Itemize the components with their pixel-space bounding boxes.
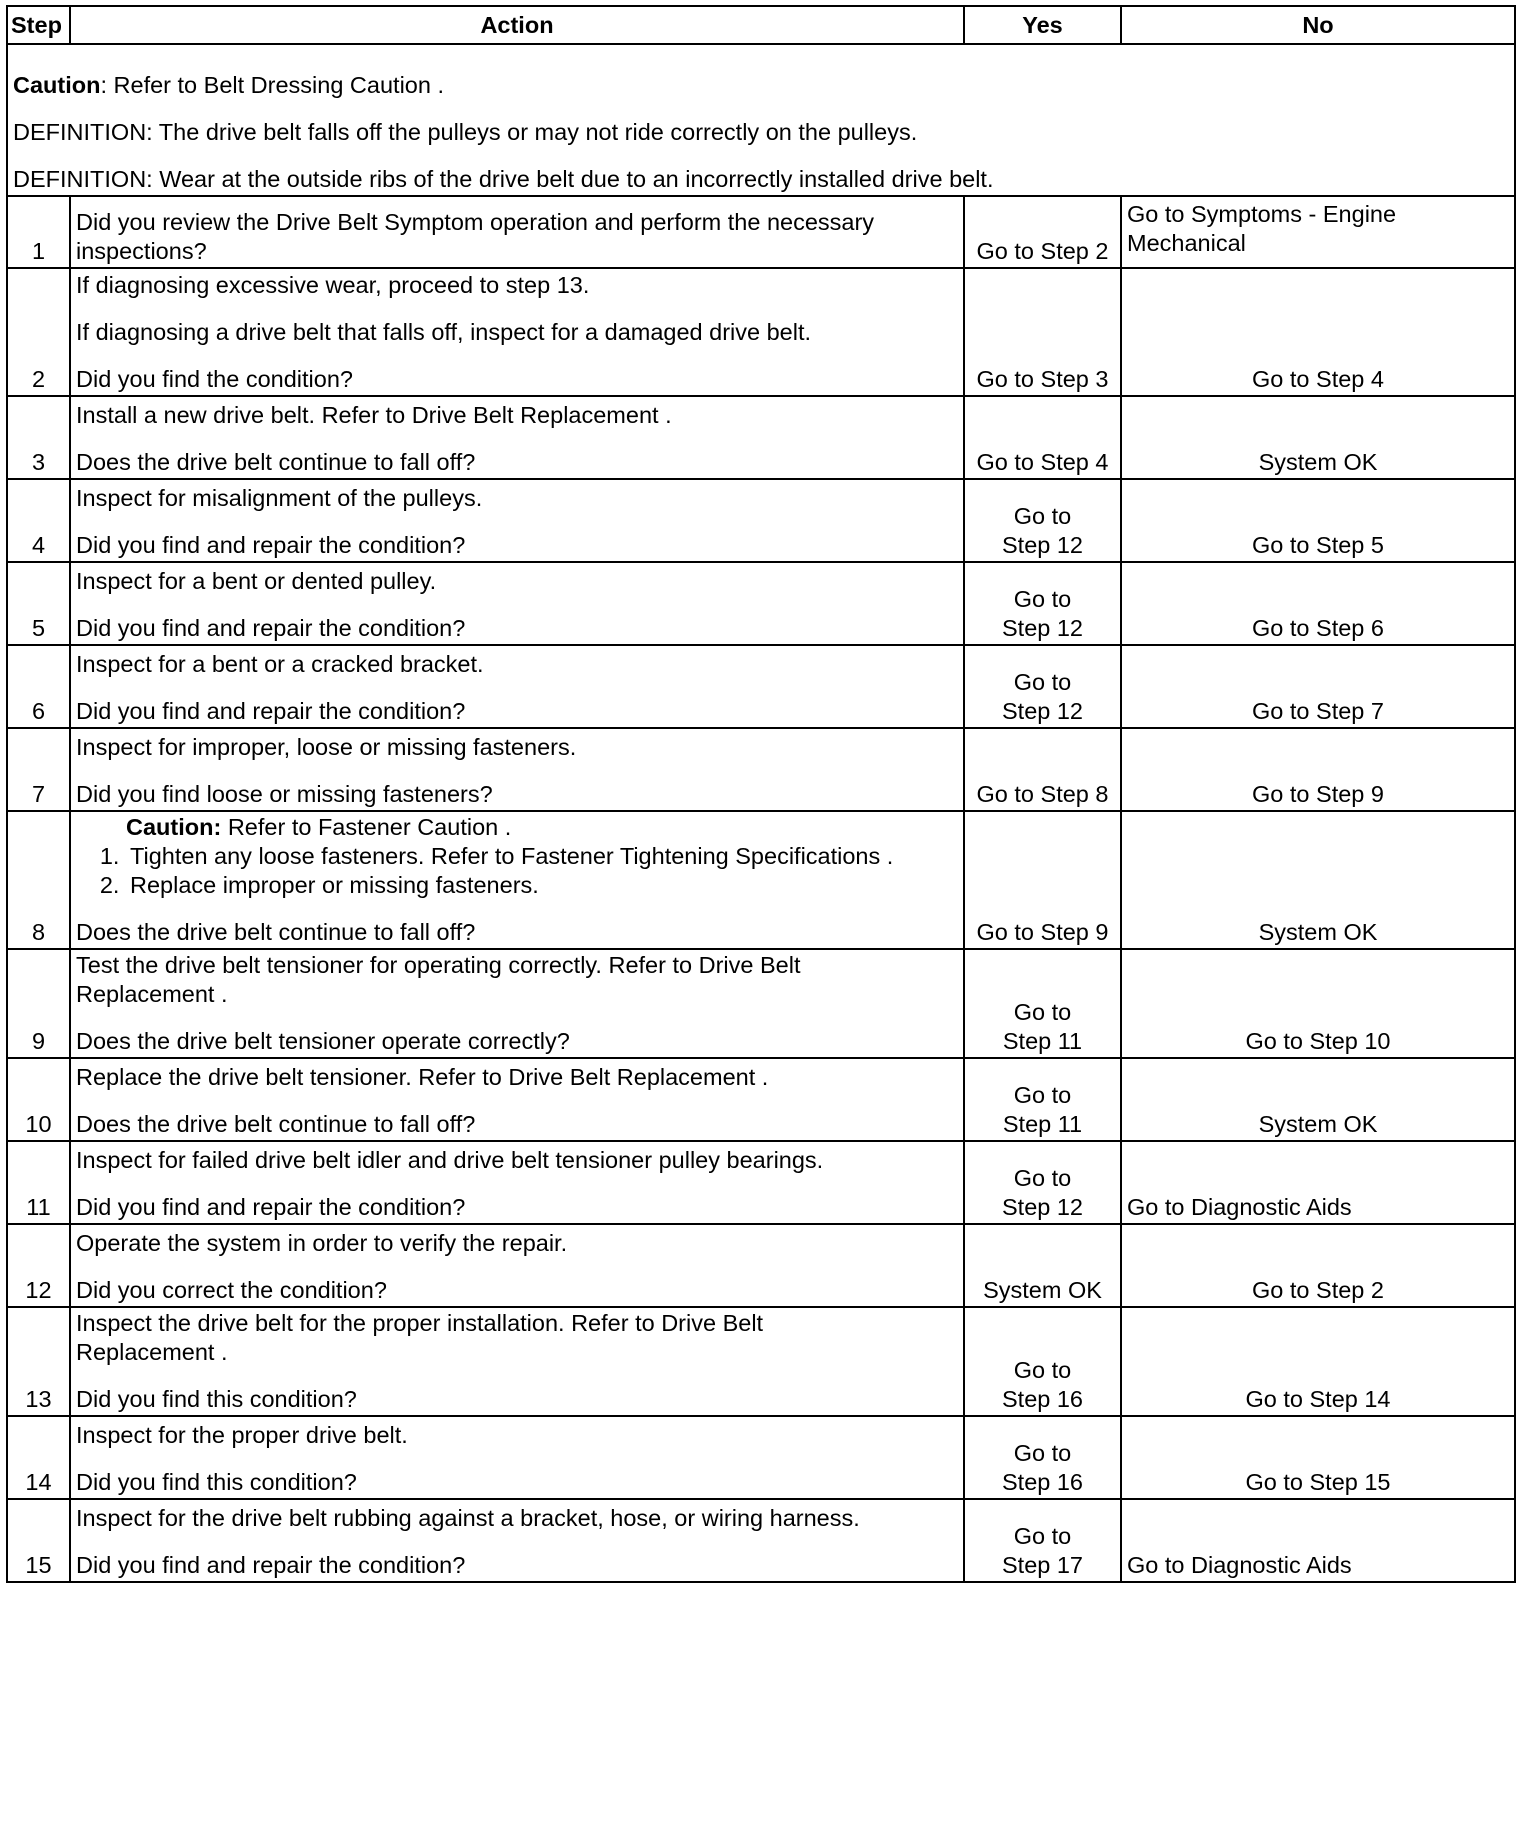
yes-cell: Go to Step 4 [964,396,1121,479]
table-row [7,645,1515,728]
definition-1: DEFINITION: The drive belt falls off the pulleys or may not ride correctly on the pulleys. [13,119,918,145]
no-cell: Go to Step 2 [1121,1224,1515,1307]
action-line: Replace the drive belt tensioner. Refer to Drive Belt Replacement . [76,1064,769,1090]
intro-row [7,44,1515,196]
no-cell: System OK [1121,811,1515,949]
action-question: Does the drive belt continue to fall off? [76,1111,476,1137]
action-question: Does the drive belt continue to fall off? [76,449,476,475]
table-row [7,949,1515,1058]
step-number: 7 [7,728,70,811]
header-row [7,6,1515,44]
action-line: Did you review the Drive Belt Symptom operation and perform the necessary inspections? [76,209,875,264]
action-cell [70,396,964,479]
action-question: Did you find this condition? [76,1469,357,1495]
action-cell [70,1224,964,1307]
step-number: 3 [7,396,70,479]
yes-cell: Go to Step 11 [964,949,1121,1058]
action-cell [70,949,964,1058]
table-row [7,479,1515,562]
step-number: 10 [7,1058,70,1141]
action-question: Did you correct the condition? [76,1277,387,1303]
caution-text: Refer to Fastener Caution . [221,814,512,840]
no-cell: Go to Step 6 [1121,562,1515,645]
action-line: Inspect for improper, loose or missing fasteners. [76,734,577,760]
action-line: Operate the system in order to verify the repair. [76,1230,568,1256]
action-cell [70,728,964,811]
action-line: Inspect for misalignment of the pulleys. [76,485,483,511]
action-cell [70,562,964,645]
table-row [7,1499,1515,1582]
no-cell: Go to Symptoms - Engine Mechanical [1121,196,1515,268]
action-question: Did you find and repair the condition? [76,532,466,558]
table-row [7,811,1515,949]
fastener-caution [76,813,958,842]
intro-cell [7,44,1515,196]
list-item: 1. Tighten any loose fasteners. Refer to Fastener Tightening Specifications . [126,842,958,871]
action-line: If diagnosing excessive wear, proceed to step 13. [76,272,590,298]
table-row [7,562,1515,645]
action-line: If diagnosing a drive belt that falls off, inspect for a damaged drive belt. [76,319,812,345]
yes-cell: Go to Step 16 [964,1416,1121,1499]
intro-caution [13,71,1509,100]
no-cell: Go to Diagnostic Aids [1121,1499,1515,1582]
caution-text: : Refer to Belt Dressing Caution . [100,72,444,98]
table-row [7,1058,1515,1141]
action-line: Inspect the drive belt for the proper installation. Refer to Drive Belt Replacement . [76,1310,764,1365]
action-question: Did you find and repair the condition? [76,698,466,724]
action-cell [70,811,964,949]
action-question: Did you find and repair the condition? [76,1194,466,1220]
step-number: 2 [7,268,70,396]
yes-cell: System OK [964,1224,1121,1307]
table-row [7,1141,1515,1224]
yes-cell: Go to Step 11 [964,1058,1121,1141]
action-question: Did you find this condition? [76,1386,357,1412]
no-cell: Go to Diagnostic Aids [1121,1141,1515,1224]
no-cell: Go to Step 15 [1121,1416,1515,1499]
no-cell: Go to Step 10 [1121,949,1515,1058]
action-line: Inspect for a bent or dented pulley. [76,568,437,594]
yes-cell: Go to Step 2 [964,196,1121,268]
step-number: 15 [7,1499,70,1582]
action-line: Test the drive belt tensioner for operating correctly. Refer to Drive Belt Replacement . [76,952,801,1007]
list-item: 2. Replace improper or missing fasteners. [126,871,958,900]
table-row [7,396,1515,479]
action-line: Inspect for the proper drive belt. [76,1422,408,1448]
step-number: 8 [7,811,70,949]
action-question: Did you find and repair the condition? [76,1552,466,1578]
no-cell: Go to Step 5 [1121,479,1515,562]
no-cell: System OK [1121,1058,1515,1141]
step-number: 12 [7,1224,70,1307]
action-question: Did you find loose or missing fasteners? [76,781,493,807]
action-cell [70,1499,964,1582]
action-cell [70,268,964,396]
caution-label: Caution [13,72,101,98]
no-cell: System OK [1121,396,1515,479]
action-line: Inspect for failed drive belt idler and drive belt tensioner pulley bearings. [76,1147,824,1173]
caution-label: Caution: [126,814,222,840]
table-row [7,728,1515,811]
header-yes: Yes [964,6,1121,44]
yes-cell: Go to Step 16 [964,1307,1121,1416]
no-cell: Go to Step 7 [1121,645,1515,728]
action-cell [70,479,964,562]
yes-cell: Go to Step 12 [964,562,1121,645]
action-cell [70,645,964,728]
numbered-list [76,842,958,900]
action-cell [70,1307,964,1416]
action-question: Did you find the condition? [76,366,353,392]
action-line: Inspect for a bent or a cracked bracket. [76,651,484,677]
yes-cell: Go to Step 17 [964,1499,1121,1582]
yes-cell: Go to Step 9 [964,811,1121,949]
action-cell [70,196,964,268]
header-action: Action [70,6,964,44]
table-row [7,1224,1515,1307]
step-number: 14 [7,1416,70,1499]
header-step: Step [7,6,70,44]
step-number: 11 [7,1141,70,1224]
step-number: 13 [7,1307,70,1416]
yes-cell: Go to Step 3 [964,268,1121,396]
action-cell [70,1058,964,1141]
yes-cell: Go to Step 12 [964,479,1121,562]
table-row [7,1307,1515,1416]
step-number: 9 [7,949,70,1058]
yes-cell: Go to Step 12 [964,645,1121,728]
action-question: Does the drive belt tensioner operate correctly? [76,1028,570,1054]
step-number: 1 [7,196,70,268]
step-number: 4 [7,479,70,562]
step-number: 6 [7,645,70,728]
action-question: Does the drive belt continue to fall off? [76,919,476,945]
yes-cell: Go to Step 8 [964,728,1121,811]
action-cell [70,1416,964,1499]
no-cell: Go to Step 14 [1121,1307,1515,1416]
header-no: No [1121,6,1515,44]
diagnostic-document [6,5,1514,1583]
table-row [7,1416,1515,1499]
action-line: Inspect for the drive belt rubbing against a bracket, hose, or wiring harness. [76,1505,860,1531]
table-row [7,196,1515,268]
no-cell: Go to Step 9 [1121,728,1515,811]
action-cell [70,1141,964,1224]
table-row [7,268,1515,396]
action-line: Install a new drive belt. Refer to Drive Belt Replacement . [76,402,672,428]
definition-2: DEFINITION: Wear at the outside ribs of the drive belt due to an incorrectly installed drive belt. [13,166,994,192]
yes-cell: Go to Step 12 [964,1141,1121,1224]
diagnostic-table [6,5,1516,1583]
action-question: Did you find and repair the condition? [76,615,466,641]
step-number: 5 [7,562,70,645]
no-cell: Go to Step 4 [1121,268,1515,396]
